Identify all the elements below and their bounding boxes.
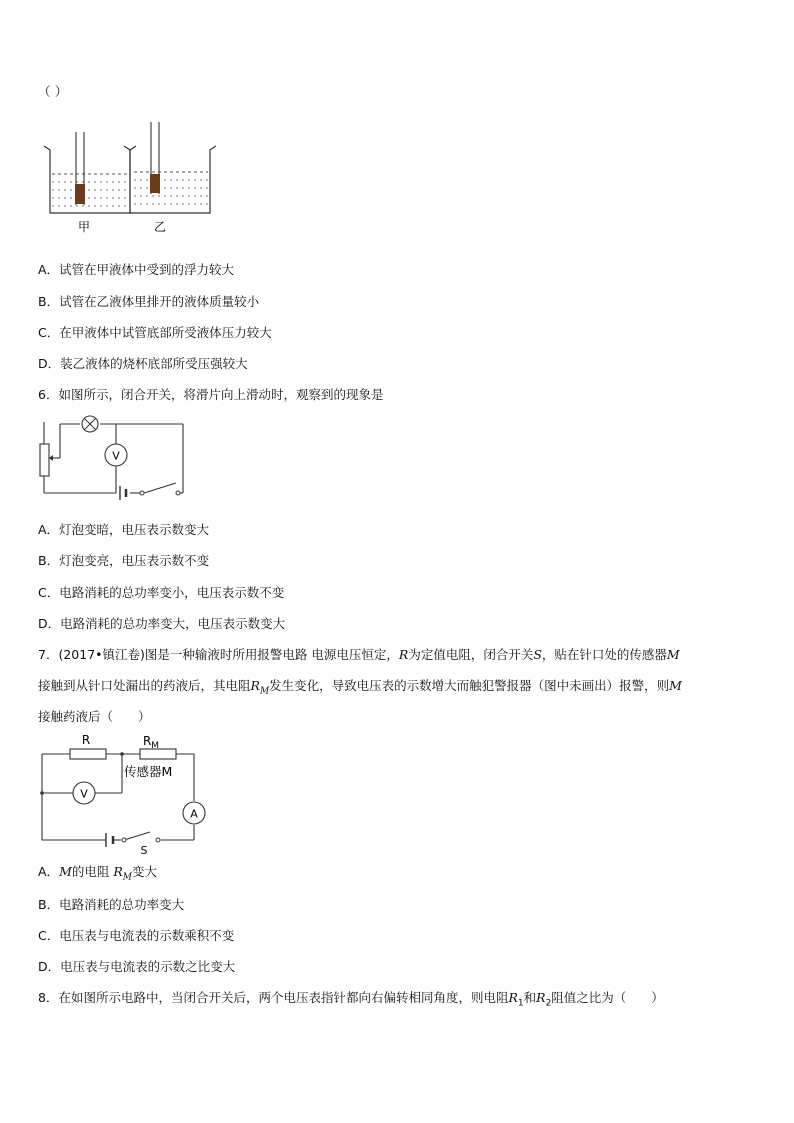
q7-stem-line2 — [38, 676, 682, 697]
q7-text: 发生变化，导致电压表的示数增大而触犯警报器（图中未画出）报警，则 — [269, 678, 670, 693]
q6-option-b[interactable]: B．灯泡变亮，电压表示数不变 — [38, 553, 210, 568]
q8-stem — [38, 988, 664, 1009]
var-rm-sub: M — [122, 872, 133, 883]
q7-option-a-prefix: A． — [38, 864, 60, 879]
var-rm: R — [113, 864, 123, 879]
q6-option-a[interactable]: A．灯泡变暗，电压表示数变大 — [38, 522, 210, 537]
var-m: M — [669, 678, 682, 693]
q7-stem-line3: 接触药液后（ ） — [38, 709, 151, 724]
beaker-yi — [124, 122, 216, 213]
q7-text: 为定值电阻，闭合开关 — [408, 647, 534, 662]
q6-option-c[interactable]: C．电路消耗的总功率变小，电压表示数不变 — [38, 585, 285, 600]
var-rm-sub: M — [259, 686, 270, 697]
var-s: S — [533, 647, 542, 662]
q7-stem-line1 — [38, 645, 680, 663]
label-yi: 乙 — [153, 220, 167, 234]
q5-option-a[interactable]: A．试管在甲液体中受到的浮力较大 — [38, 262, 235, 277]
q6-option-d[interactable]: D．电路消耗的总功率变大，电压表示数变大 — [38, 616, 286, 631]
q7-option-a-text: 变大 — [132, 864, 158, 879]
var-r1-sub: 1 — [517, 998, 524, 1009]
label-jia: 甲 — [77, 220, 91, 234]
var-r1: R — [508, 990, 518, 1005]
fig-label-v: V — [80, 787, 88, 801]
q6-stem: 6．如图所示，闭合开关，将滑片向上滑动时，观察到的现象是 — [38, 387, 384, 402]
q8-text: 和 — [523, 990, 537, 1005]
var-m: M — [59, 864, 72, 879]
q7-option-d[interactable]: D．电压表与电流表的示数之比变大 — [38, 959, 236, 974]
fig-label-s: S — [140, 844, 148, 857]
q7-text: ，贴在针口处的传感器 — [541, 647, 667, 662]
fig-label-sensor: 传感器M — [124, 764, 173, 779]
q7-circuit-figure — [36, 730, 206, 858]
fig-label-rm-base: R — [142, 734, 152, 748]
q6-circuit-figure — [36, 412, 192, 504]
q7-number: 7． — [38, 647, 59, 662]
q7-option-a-text: 的电阻 — [71, 864, 110, 879]
fig-label-a: A — [190, 807, 198, 821]
q7-option-a[interactable] — [38, 862, 157, 883]
fig-label-rm-sub: M — [151, 741, 160, 751]
var-r2: R — [536, 990, 546, 1005]
q7-option-c[interactable]: C．电压表与电流表的示数乘积不变 — [38, 928, 235, 943]
q8-text: 8．在如图所示电路中，当闭合开关后，两个电压表指针都向右偏转相同角度，则电阻 — [38, 990, 509, 1005]
q7-text: 图是一种输液时所用报警电路 电源电压恒定， — [144, 647, 399, 662]
beakers-figure — [38, 118, 218, 238]
voltmeter-label: V — [112, 449, 120, 463]
fig-label-r: R — [81, 733, 91, 747]
q5-option-c[interactable]: C．在甲液体中试管底部所受液体压力较大 — [38, 325, 272, 340]
q5-answer-blank: （ ） — [38, 84, 68, 99]
var-m: M — [666, 647, 680, 662]
var-r2-sub: 2 — [545, 998, 552, 1009]
var-rm: R — [250, 678, 260, 693]
q7-option-b[interactable]: B．电路消耗的总功率变大 — [38, 897, 185, 912]
q7-text: 接触到从针口处漏出的药液后，其电阻 — [38, 678, 251, 693]
q5-option-d[interactable]: D．装乙液体的烧杯底部所受压强较大 — [38, 356, 248, 371]
q8-text: 阻值之比为（ ） — [551, 990, 664, 1005]
var-r: R — [398, 647, 409, 662]
q5-option-b[interactable]: B．试管在乙液体里排开的液体质量较小 — [38, 294, 260, 309]
q7-source: (2017•镇江卷) — [58, 647, 145, 662]
lamp-icon — [82, 416, 98, 432]
beaker-jia — [44, 132, 136, 213]
rheostat-slider-arrow — [49, 455, 53, 461]
